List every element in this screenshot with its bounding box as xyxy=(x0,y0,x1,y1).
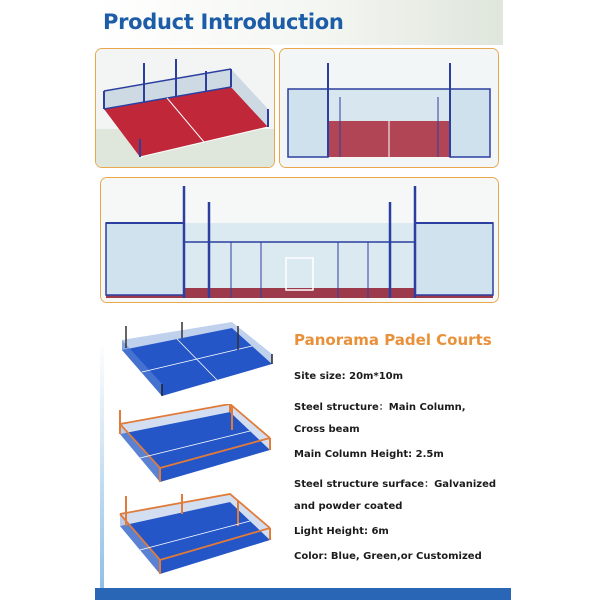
court-photo-aerial xyxy=(95,48,275,168)
spec-light-height: Light Height: 6m xyxy=(294,526,389,537)
spec-site-size: Site size: 20m*10m xyxy=(294,371,404,382)
spec-cross-beam: Cross beam xyxy=(294,424,360,435)
court-model-orange-lights-icon xyxy=(112,492,278,582)
court-photo-front-icon xyxy=(280,49,498,167)
spec-surface: Steel structure surface：Galvanized xyxy=(294,479,497,490)
spec-column-height: Main Column Height: 2.5m xyxy=(294,449,444,460)
page-title: Product Introduction xyxy=(103,10,344,34)
product-name: Panorama Padel Courts xyxy=(294,331,492,349)
spec-steel-structure: Steel structure：Main Column, xyxy=(294,402,466,413)
left-accent-bar xyxy=(100,340,104,590)
court-photo-panorama-icon xyxy=(101,178,498,302)
spec-color: Color: Blue, Green,or Customized xyxy=(294,551,482,562)
court-photo-panorama xyxy=(100,177,499,303)
court-photo-aerial-icon xyxy=(96,49,274,167)
spec-surface-finish: and powder coated xyxy=(294,501,403,512)
court-model-orange-icon xyxy=(112,404,278,492)
court-model-blue-icon xyxy=(112,320,278,406)
court-photo-front xyxy=(279,48,499,168)
footer-bar xyxy=(95,588,511,600)
